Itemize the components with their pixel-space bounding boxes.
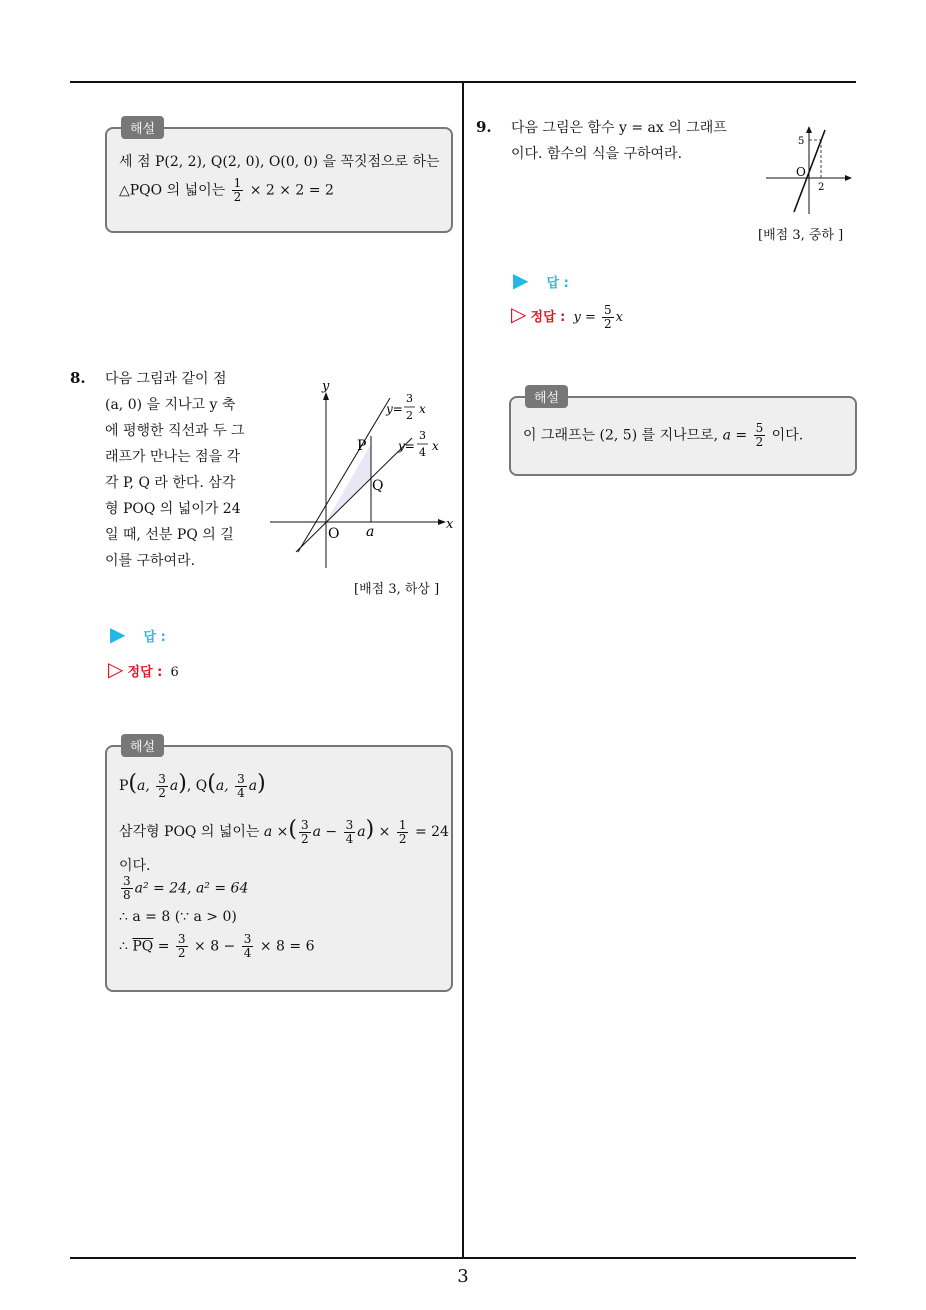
- line2-label-pre: y=: [398, 439, 415, 453]
- q8-solution-line4: $\frac{3}{8}$ a² = 24, a² = 64: [123, 874, 249, 902]
- answer-label: 답 :: [143, 630, 166, 645]
- bottom-rule: [70, 1257, 856, 1259]
- q7-solution-line1: 세 점 P(2, 2), Q(2, 0), O(0, 0) 을 꼭짓점으로 하는: [119, 154, 440, 170]
- y-axis-arrow: [806, 126, 812, 133]
- line2-label-post: x: [432, 439, 439, 453]
- fraction: $\frac{1}{2}$: [233, 176, 242, 204]
- a-label: a: [366, 524, 375, 540]
- play-icon: ▶: [110, 622, 126, 646]
- q8-text: 다음 그림과 같이 점 (a, 0) 을 지나고 y 축 에 평행한 직선과 두 그 래프가 만나는 점을 각 각 P, Q 라 한다. 삼각 형 POQ 의 넓이가 24 일 때, 선분 PQ 의 길 이를 구하여라.: [105, 371, 245, 569]
- solution-tag: 해설: [525, 385, 568, 408]
- origin-label: O: [796, 165, 806, 179]
- q9-solution-line: 이 그래프는 (2, 5) 를 지나므로, a = $\frac{5}{2}$ 이다.: [523, 421, 804, 449]
- line1-label-post: x: [419, 402, 426, 416]
- answer-label: 답 :: [546, 276, 569, 291]
- x-axis-arrow: [438, 519, 446, 525]
- q7-solution-line2: △PQO 의 넓이는 $\frac{1}{2}$ × 2 × 2 = 2: [119, 176, 334, 204]
- correct-value: y = $\frac{5}{2}$ x: [573, 303, 624, 331]
- triangle-poq: [326, 444, 371, 522]
- q8-solution-line5: ∴ a = 8 (∵ a > 0): [119, 909, 237, 925]
- q9-correct-row: [511, 302, 623, 331]
- solution-tag: 해설: [121, 734, 164, 757]
- point-q-label: Q: [372, 478, 384, 494]
- line-3-2x: [298, 398, 390, 552]
- solution-tag: 해설: [121, 116, 164, 139]
- q9-answer-row: [513, 268, 569, 292]
- line2-label-num: 3: [419, 429, 426, 442]
- y5-label: 5: [798, 136, 805, 147]
- line2-label-den: 4: [419, 446, 426, 459]
- q7-solution-box: [105, 122, 453, 233]
- column-divider: [462, 83, 464, 1258]
- outline-play-icon: ▷: [511, 302, 527, 326]
- page-number: 3: [457, 1266, 469, 1287]
- q8-points: [배점 3, 하상 ]: [354, 582, 440, 597]
- q9-points: [배점 3, 중하 ]: [758, 228, 844, 243]
- q8-solution-line6: ∴ $\overline{PQ}$ = $\frac{3}{2}$ × 8 − $\frac{3}{4}$ × 8 = 6: [119, 932, 315, 960]
- x-axis-arrow: [845, 175, 852, 181]
- correct-label: 정답 :: [127, 665, 163, 680]
- origin-label: O: [328, 526, 340, 542]
- q8-solution-line3: 이다.: [119, 858, 151, 874]
- q9-number: 9.: [476, 118, 492, 136]
- q9-solution-box: [509, 391, 857, 476]
- q8-number: 8.: [70, 369, 86, 387]
- q9-text: 다음 그림은 함수 y = ax 의 그래프 이다. 함수의 식을 구하여라.: [511, 120, 727, 162]
- q8-answer-row: [110, 622, 166, 646]
- line1-label-num: 3: [406, 392, 413, 405]
- play-icon: ▶: [513, 268, 529, 292]
- q9-graph: [762, 124, 856, 216]
- q8-graph: [262, 372, 458, 572]
- line-3-4x: [296, 438, 412, 552]
- outline-play-icon: ▷: [108, 657, 124, 681]
- q8-solution-box: [105, 740, 453, 992]
- line1-label-pre: y=: [386, 402, 403, 416]
- y-axis-label: y: [322, 379, 330, 394]
- point-p-label: P: [357, 438, 367, 454]
- line1-label-den: 2: [406, 409, 413, 422]
- correct-label: 정답 :: [530, 310, 566, 325]
- q8-correct-row: [108, 657, 179, 681]
- x-axis-label: x: [446, 517, 454, 532]
- x2-label: 2: [818, 182, 825, 193]
- q8-solution-line2: 삼각형 POQ 의 넓이는 a ×( $\frac{3}{2}$ a − $\frac{3}{4}$ a) × $\frac{1}{2}$ = 24: [119, 817, 449, 846]
- correct-value: 6: [170, 665, 179, 680]
- q8-solution-line1: P(a, $\frac{3}{2}$ a), Q(a, $\frac{3}{4}$ a): [119, 771, 266, 800]
